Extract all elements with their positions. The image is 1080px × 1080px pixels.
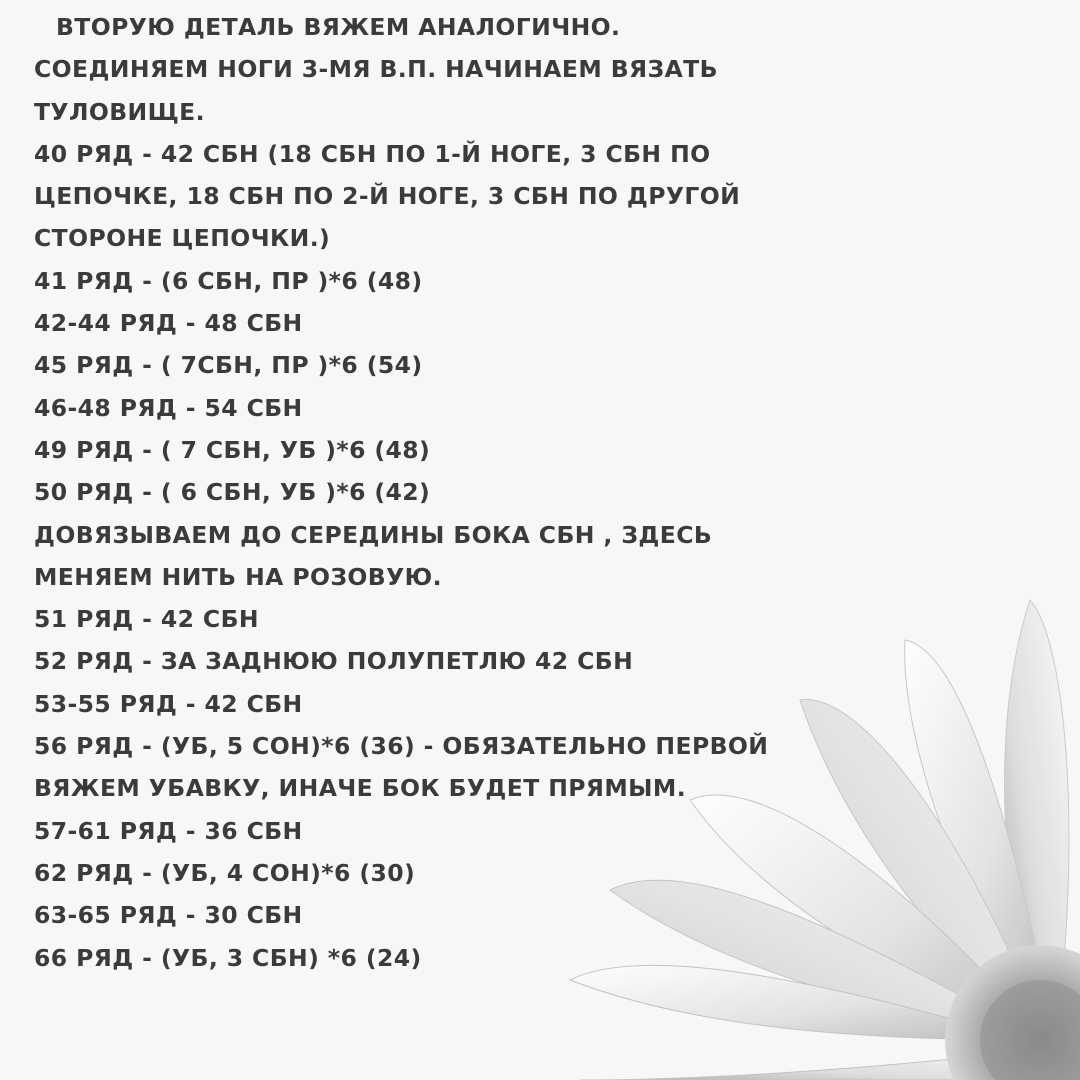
pattern-line: 66 РЯД - (УБ, 3 СБН) *6 (24) (34, 943, 422, 972)
pattern-line: 42-44 РЯД - 48 СБН (34, 309, 303, 338)
pattern-line: ТУЛОВИЩЕ. (34, 97, 205, 126)
pattern-line: 56 РЯД - (УБ, 5 СОН)*6 (36) - ОБЯЗАТЕЛЬНО ПЕРВОЙ (34, 732, 769, 761)
pattern-line: СОЕДИНЯЕМ НОГИ 3-МЯ В.П. НАЧИНАЕМ ВЯЗАТЬ (34, 55, 718, 84)
pattern-line: ВТОРУЮ ДЕТАЛЬ ВЯЖЕМ АНАЛОГИЧНО. (56, 13, 621, 41)
pattern-line: 52 РЯД - ЗА ЗАДНЮЮ ПОЛУПЕТЛЮ 42 СБН (34, 647, 634, 676)
crochet-pattern-text (34, 6, 1054, 979)
pattern-line: 49 РЯД - ( 7 СБН, УБ )*6 (48) (34, 435, 431, 464)
pattern-line: СТОРОНЕ ЦЕПОЧКИ.) (34, 224, 331, 253)
pattern-line: 53-55 РЯД - 42 СБН (34, 689, 303, 718)
pattern-line: 50 РЯД - ( 6 СБН, УБ )*6 (42) (34, 478, 431, 507)
pattern-line: ЦЕПОЧКЕ, 18 СБН ПО 2-Й НОГЕ, 3 СБН ПО ДРУГОЙ (34, 182, 741, 211)
pattern-line: ВЯЖЕМ УБАВКУ, ИНАЧЕ БОК БУДЕТ ПРЯМЫМ. (34, 774, 687, 803)
pattern-line: 62 РЯД - (УБ, 4 СОН)*6 (30) (34, 858, 416, 887)
pattern-line: 57-61 РЯД - 36 СБН (34, 816, 303, 845)
pattern-line: 46-48 РЯД - 54 СБН (34, 393, 303, 422)
pattern-line: 41 РЯД - (6 СБН, ПР )*6 (48) (34, 266, 423, 295)
pattern-line: МЕНЯЕМ НИТЬ НА РОЗОВУЮ. (34, 562, 442, 591)
pattern-line: ДОВЯЗЫВАЕМ ДО СЕРЕДИНЫ БОКА СБН , ЗДЕСЬ (34, 520, 713, 549)
pattern-line: 51 РЯД - 42 СБН (34, 605, 259, 634)
pattern-line: 40 РЯД - 42 СБН (18 СБН ПО 1-Й НОГЕ, 3 СБН ПО (34, 139, 711, 168)
pattern-line: 63-65 РЯД - 30 СБН (34, 901, 303, 930)
pattern-line: 45 РЯД - ( 7СБН, ПР )*6 (54) (34, 351, 423, 380)
